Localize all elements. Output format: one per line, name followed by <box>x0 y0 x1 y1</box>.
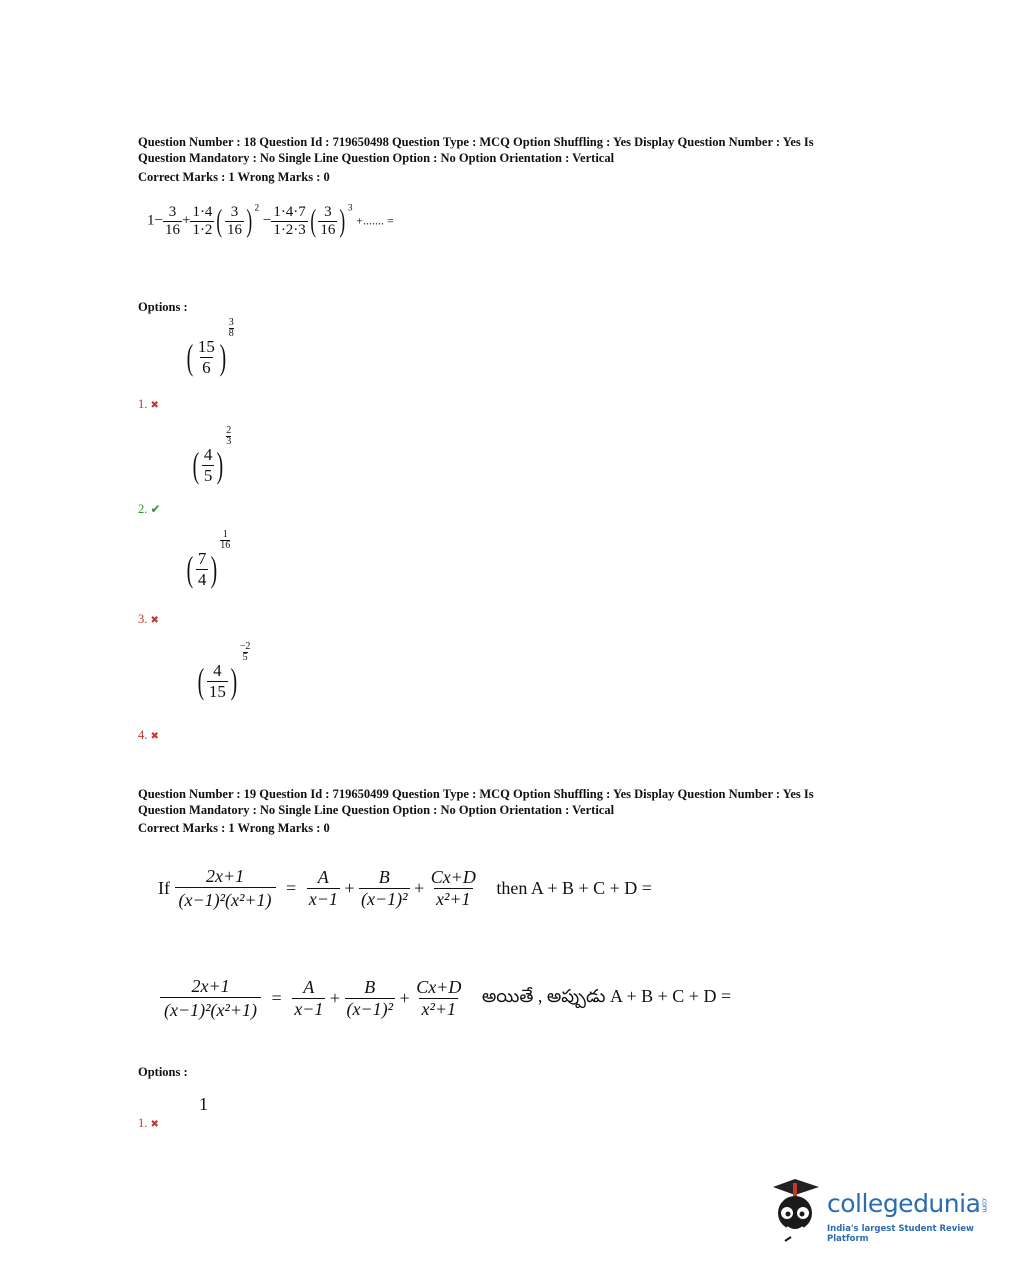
wrong-icon: ✖ <box>150 400 159 411</box>
wrong-icon: ✖ <box>150 731 159 742</box>
fraction: $\frac{3}{16}$ <box>164 203 180 238</box>
fraction: $\frac{3}{16}$ <box>320 203 336 238</box>
question-19-marks: Correct Marks : 1 Wrong Marks : 0 <box>138 821 330 835</box>
option-1[interactable]: 1. ✖ <box>138 397 159 411</box>
option-expression: ( $\frac{4}{5}$ ) $\frac{2}{3}$ <box>192 425 232 485</box>
question-18-expression: 1− $\frac{3}{16}$ + $\frac{1\cdot 4}{1\cdot 2}$ ( $\frac{3}{16}$ ) $^2$ − $\frac{1\cdot 4\cdot 7}{1\cdot 2\cdot 3}$ ( $\frac{3}{16}$ ) $^3$ +....... = <box>147 203 394 238</box>
question-19-telugu: $\frac{2x+1}{\text{(x−1)²(x²+1)}}$ = $\frac{A}{x-1}$ + $\frac{B}{\text{(x−1)²}}$ + $\frac{Cx+D}{\text{x²+1}}$ అయితే , అప్పుడు A + B + C + D = <box>160 976 731 1021</box>
options-label: Options : <box>138 1065 188 1079</box>
check-icon: ✔ <box>150 502 161 516</box>
collegedunia-logo[interactable] <box>765 1175 995 1245</box>
mascot-icon <box>765 1175 827 1245</box>
option-value: 1 <box>199 1094 208 1114</box>
options-label: Options : <box>138 300 188 314</box>
meta-line-2: Question Mandatory : No Single Line Question Option : No Option Orientation : Vertical <box>138 151 615 165</box>
wrong-icon: ✖ <box>150 615 159 626</box>
fraction: $\frac{3}{16}$ <box>226 203 242 238</box>
option-3[interactable]: 3. ✖ <box>138 612 159 626</box>
option-4[interactable]: 4. ✖ <box>138 728 159 742</box>
question-19-english: If $\frac{2x+1}{\text{(x−1)²(x²+1)}}$ = $\frac{A}{x-1}$ + $\frac{B}{\text{(x−1)²}}$ + $\frac{Cx+D}{\text{x²+1}}$ then A + B + C + D = <box>158 866 652 910</box>
meta-line-2: Question Mandatory : No Single Line Question Option : No Option Orientation : Vertical <box>138 803 615 817</box>
meta-line-1: Question Number : 18 Question Id : 719650498 Question Type : MCQ Option Shuffling : Yes Display Question Number : Yes Is <box>138 135 814 149</box>
option-expression: ( $\frac{4}{15}$ ) $\frac{-2}{5}$ <box>197 641 251 701</box>
option-expression: ( $\frac{15}{6}$ ) $\frac{3}{8}$ <box>186 317 234 377</box>
question-18-meta <box>138 134 898 166</box>
question-19-meta <box>138 786 898 818</box>
wrong-icon: ✖ <box>150 1119 159 1130</box>
brand-name: collegedunia.com <box>827 1189 989 1218</box>
brand-tagline: India's largest Student Review Platform <box>827 1224 974 1244</box>
question-18-marks: Correct Marks : 1 Wrong Marks : 0 <box>138 170 330 184</box>
option-expression: ( $\frac{7}{4}$ ) $\frac{1}{16}$ <box>186 529 231 589</box>
option-1[interactable]: 1. ✖ <box>138 1116 159 1130</box>
meta-line-1: Question Number : 19 Question Id : 719650499 Question Type : MCQ Option Shuffling : Yes Display Question Number : Yes Is <box>138 787 814 801</box>
fraction: $\frac{1\cdot 4}{1\cdot 2}$ <box>192 203 213 238</box>
option-2[interactable]: 2. ✔ <box>138 502 161 516</box>
fraction: $\frac{1\cdot 4\cdot 7}{1\cdot 2\cdot 3}$ <box>273 203 306 238</box>
